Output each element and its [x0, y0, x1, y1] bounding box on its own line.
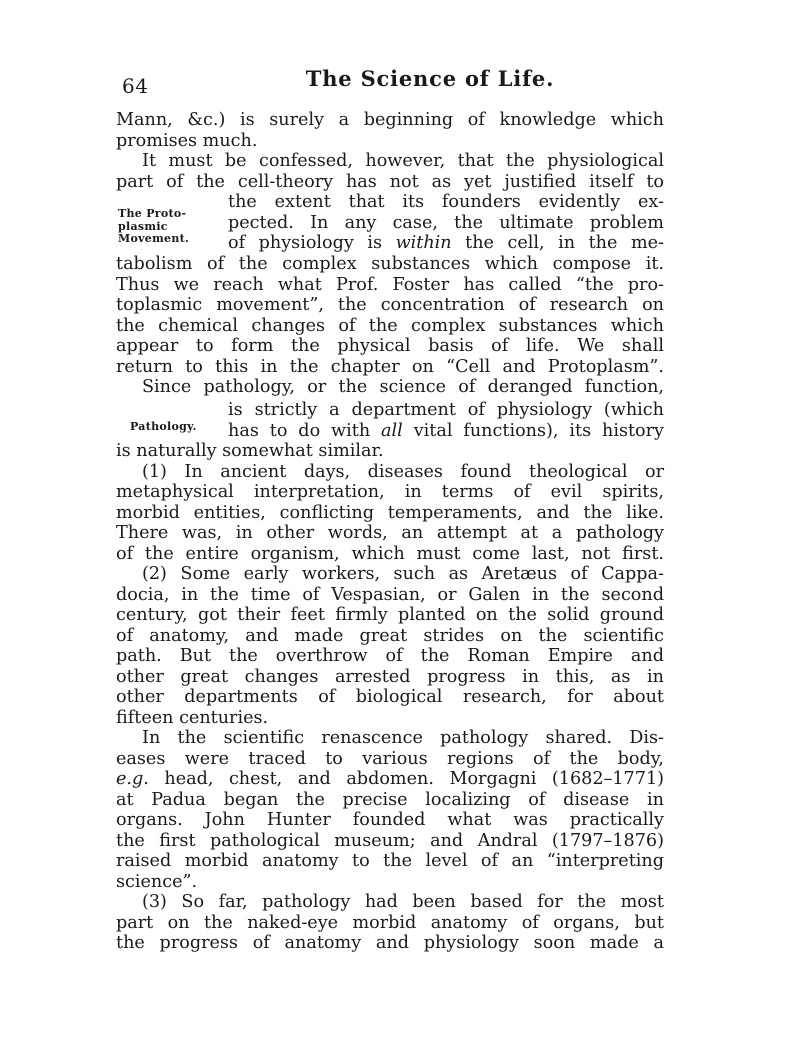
- text-line: Thus we reach what Prof. Foster has called “the pro-: [116, 274, 664, 295]
- text-span: has to do with: [228, 420, 382, 441]
- text-line: organs. John Hunter founded what was practically: [116, 810, 664, 830]
- text-line: (1) In ancient days, diseases found theological or: [142, 461, 664, 482]
- text-line: metaphysical interpretation, in terms of evil spirits,: [116, 482, 664, 502]
- text-line: appear to form the physical basis of life. We shall: [116, 336, 664, 356]
- text-line: the first pathological museum; and Andral (1797–1876): [116, 830, 664, 851]
- text-line: It must be confessed, however, that the physiological: [142, 151, 664, 171]
- text-line: morbid entities, conflicting temperaments, and the like.: [116, 502, 664, 523]
- margin-note-pathology: Pathology.: [130, 420, 197, 433]
- text-line: [228, 233, 664, 254]
- text-line: eases were traced to various regions of the body,: [116, 748, 664, 769]
- text-line: toplasmic movement”, the concentration of research on: [116, 295, 664, 315]
- text-line: other great changes arrested progress in this, as in: [116, 666, 664, 687]
- margin-note-line: plasmic: [118, 219, 168, 233]
- text-span: vital functions), its history: [402, 420, 664, 441]
- text-line: fifteen centuries.: [116, 707, 269, 728]
- text-line: tabolism of the complex substances which compose it.: [116, 254, 664, 274]
- text-line: of anatomy, and made great strides on the scientific: [116, 625, 664, 646]
- text-span: the cell, in the me-: [451, 233, 664, 253]
- emphasis-word: all: [381, 420, 403, 441]
- text-line: other departments of biological research, for about: [116, 687, 664, 707]
- text-line: of the entire organism, which must come last, not first.: [116, 543, 664, 564]
- text-line: is strictly a department of physiology (which: [228, 400, 664, 420]
- text-line: docia, in the time of Vespasian, or Galen in the second: [116, 584, 664, 605]
- emphasis-word: e.g.: [116, 769, 149, 789]
- text-line: path. But the overthrow of the Roman Empire and: [116, 646, 664, 666]
- text-line: (3) So far, pathology had been based for the most: [142, 892, 664, 912]
- emphasis-word: within: [395, 233, 452, 253]
- page-number: 64: [122, 74, 149, 98]
- text-line: There was, in other words, an attempt at a pathology: [116, 523, 664, 543]
- text-line: at Padua began the precise localizing of disease in: [116, 789, 664, 810]
- margin-note-protoplasmic: [118, 208, 189, 246]
- margin-note-line: The Proto-: [118, 207, 187, 220]
- text-line: [116, 769, 664, 790]
- text-line: part of the cell-theory has not as yet justified itself to: [116, 171, 664, 192]
- text-line: return to this in the chapter on “Cell and Protoplasm”.: [116, 356, 664, 377]
- margin-note-line: Movement.: [118, 232, 190, 245]
- text-line: Mann, &c.) is surely a beginning of knowledge which: [116, 110, 664, 130]
- text-line: the progress of anatomy and physiology soon made a: [116, 933, 664, 953]
- text-line: the chemical changes of the complex substances which: [116, 315, 664, 336]
- text-line: part on the naked-eye morbid anatomy of organs, but: [116, 912, 664, 933]
- text-line: In the scientific renascence pathology shared. Dis-: [142, 728, 664, 748]
- text-line: [228, 421, 664, 442]
- running-head: The Science of Life.: [305, 66, 555, 91]
- text-line: pected. In any case, the ultimate problem: [228, 212, 664, 233]
- text-line: is naturally somewhat similar.: [116, 441, 384, 461]
- text-line: science”.: [116, 871, 198, 892]
- text-line: (2) Some early workers, such as Aretæus of Cappa-: [142, 564, 664, 584]
- text-span: head, chest, and abdomen. Morgagni (1682–1771): [148, 769, 664, 789]
- text-line: promises much.: [116, 130, 258, 151]
- text-line: raised morbid anatomy to the level of an “interpreting: [116, 851, 664, 871]
- text-line: century, got their feet firmly planted on the solid ground: [116, 605, 664, 625]
- text-span: of physiology is: [228, 233, 396, 253]
- text-line: Since pathology, or the science of deranged function,: [142, 377, 664, 397]
- text-line: the extent that its founders evidently ex-: [228, 192, 664, 212]
